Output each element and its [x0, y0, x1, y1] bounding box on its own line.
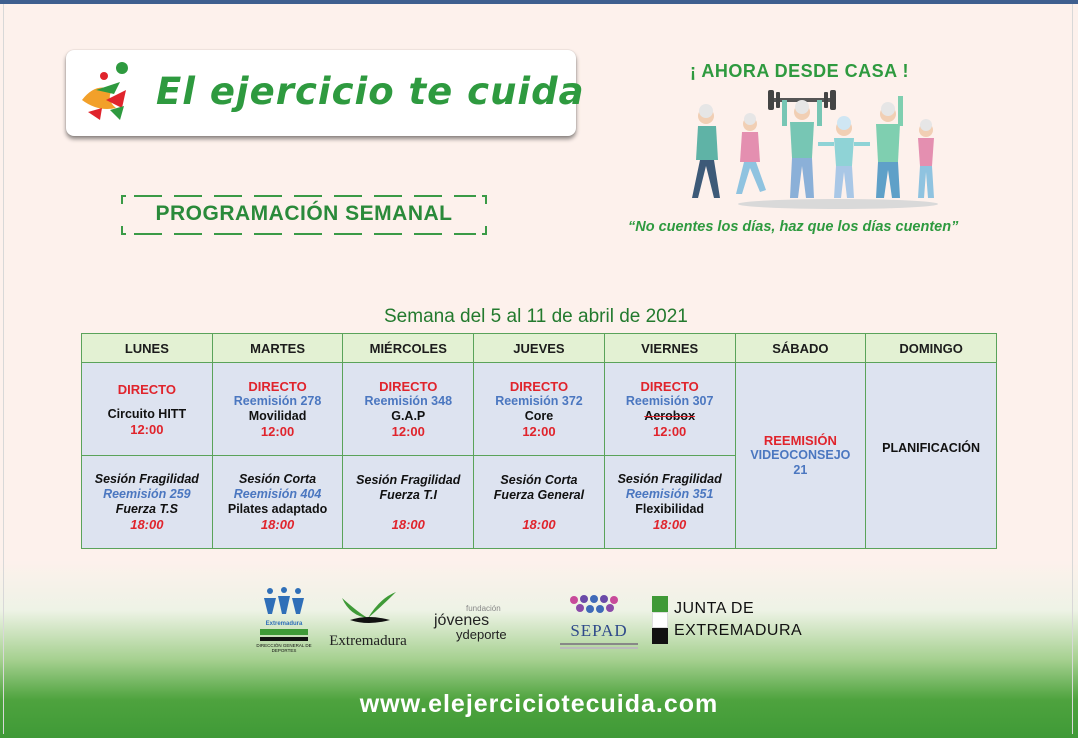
logo-junta-extremadura [652, 596, 803, 650]
activity-name: Pilates adaptado [227, 502, 328, 516]
schedule-cell-lunes-afternoon [82, 456, 213, 549]
extremadura-leaf-icon [320, 588, 416, 628]
day-header-lunes: LUNES [82, 334, 213, 363]
session-name: Sesión Fragilidad [356, 472, 461, 487]
rebroadcast-label: Reemisión 259 [103, 487, 191, 501]
activity-name: Flexibilidad [635, 502, 705, 516]
session-name: Sesión Corta [500, 472, 578, 487]
sponsor-logos [250, 584, 810, 664]
logo-text-1: JUNTA DE [674, 600, 755, 617]
activity-name: Fuerza T.S [115, 502, 178, 516]
sepad-dots-icon [568, 594, 628, 616]
rebroadcast-label: Reemisión 372 [495, 394, 583, 408]
week-label: Semana del 5 al 11 de abril de 2021 [384, 306, 688, 327]
schedule-cell-jueves-afternoon [474, 456, 605, 549]
schedule-table [81, 333, 997, 549]
sunday-text: PLANIFICACIÓN [882, 441, 981, 455]
session-time: 18:00 [391, 516, 425, 532]
schedule-cell-lunes-morning [82, 363, 213, 456]
rebroadcast-label: Reemisión 278 [233, 394, 322, 408]
session-time: 12:00 [260, 424, 295, 439]
rebroadcast-label: Reemisión 348 [364, 394, 453, 408]
day-header-miercoles: MIÉRCOLES [343, 334, 474, 363]
tagline: ¡ AHORA DESDE CASA ! [690, 61, 910, 81]
session-name: Sesión Corta [239, 472, 317, 486]
logo-subtext: DIRECCIÓN GENERAL DE DEPORTES [256, 643, 312, 653]
day-header-martes: MARTES [212, 334, 343, 363]
rebroadcast-label: Reemisión 404 [233, 487, 322, 501]
day-header-viernes: VIERNES [604, 334, 735, 363]
logo-extremadura [320, 588, 416, 654]
day-header-sabado: SÁBADO [735, 334, 866, 363]
schedule-header-row [82, 334, 997, 363]
weekly-program-label [120, 192, 488, 238]
session-time: 12:00 [391, 424, 425, 439]
logo-sepad [554, 594, 644, 650]
session-time: 18:00 [653, 517, 687, 532]
activity-name: Aerobox [644, 409, 696, 423]
title-card [66, 50, 585, 136]
session-time: 18:00 [260, 517, 295, 532]
logo-extremadura-deporte [256, 586, 312, 656]
schedule-cell-martes-morning [212, 363, 343, 456]
session-time: 18:00 [522, 516, 556, 532]
schedule-cell-jueves-morning [474, 363, 605, 456]
saturday-line3: 21 [793, 463, 808, 477]
rebroadcast-label: Reemisión 307 [625, 394, 714, 408]
session-time: 18:00 [130, 517, 164, 532]
activity-name: G.A.P [391, 409, 426, 423]
logo-text: Extremadura [329, 633, 407, 649]
logo-fundacion-jovenes [434, 604, 534, 644]
session-type: DIRECTO [509, 379, 569, 394]
elderly-exercising-illustration [688, 86, 948, 212]
page-title: El ejercicio te cuida [156, 70, 585, 113]
schedule-cell-sabado [735, 363, 866, 549]
session-type: DIRECTO [248, 379, 307, 394]
activity-name: Circuito HITT [107, 406, 187, 421]
morning-row [82, 363, 997, 456]
activity-name: Fuerza T.I [379, 487, 437, 502]
logo-text: SEPAD [570, 621, 628, 640]
session-name: Sesión Fragilidad [617, 472, 722, 486]
logo-small: fundación [466, 604, 501, 613]
logo-main: jóvenes [434, 612, 490, 629]
athletes-icon [256, 586, 312, 616]
day-header-domingo: DOMINGO [866, 334, 997, 363]
logo-text: Extremadura [265, 621, 303, 627]
logo-main2: ydeporte [456, 627, 507, 642]
session-time: 12:00 [130, 421, 164, 437]
weekly-program-text: PROGRAMACIÓN SEMANAL [155, 202, 453, 225]
day-header-jueves: JUEVES [474, 334, 605, 363]
schedule-cell-miercoles-morning [343, 363, 474, 456]
session-type: DIRECTO [640, 379, 699, 394]
schedule-cell-viernes-morning [604, 363, 735, 456]
activity-name: Movilidad [248, 409, 307, 423]
activity-name: Core [524, 409, 554, 423]
schedule-cell-miercoles-afternoon [343, 456, 474, 549]
session-name: Sesión Fragilidad [94, 472, 199, 486]
logo-text-2: EXTREMADURA [674, 622, 803, 639]
schedule-cell-viernes-afternoon [604, 456, 735, 549]
session-time: 12:00 [653, 424, 687, 439]
website-url: www.elejerciciotecuida.com [359, 690, 719, 718]
saturday-line1: REEMISIÓN [763, 433, 837, 448]
activity-name: Fuerza General [493, 487, 585, 502]
session-type: DIRECTO [379, 379, 438, 394]
rebroadcast-label: Reemisión 351 [625, 487, 714, 501]
schedule-cell-domingo [866, 363, 997, 549]
schedule-cell-martes-afternoon [212, 456, 343, 549]
session-type: DIRECTO [117, 381, 176, 397]
session-time: 12:00 [522, 424, 556, 439]
motivational-quote: “No cuentes los días, haz que los días cuenten” [628, 219, 959, 235]
saturday-line2: VIDEOCONSEJO [750, 448, 851, 462]
runner-logo-icon [76, 60, 134, 124]
